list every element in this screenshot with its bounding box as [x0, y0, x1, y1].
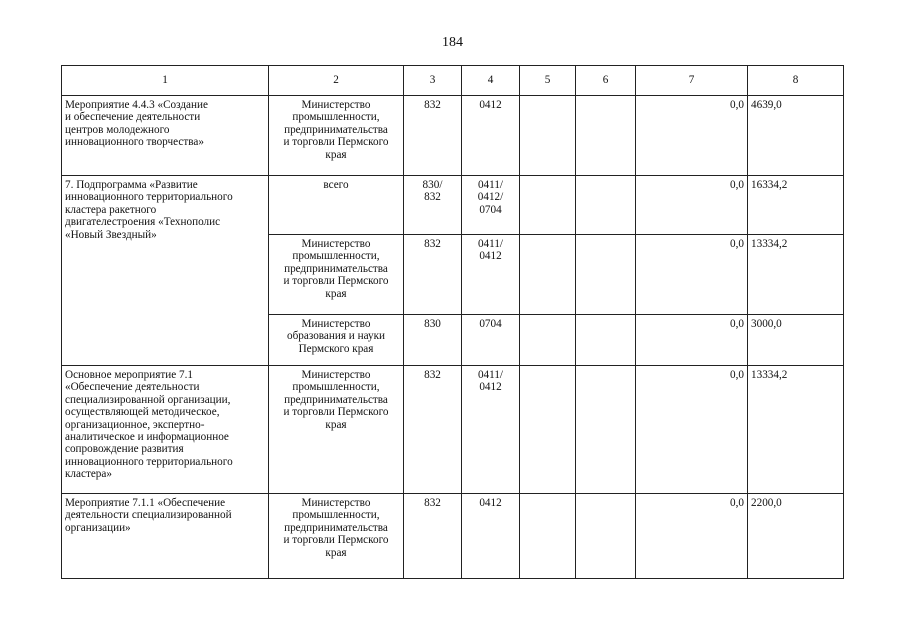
activity-text: организационное, экспертно-	[65, 418, 205, 431]
header-row	[62, 66, 844, 96]
agency-cell	[269, 176, 404, 235]
col5-cell	[520, 235, 576, 315]
agency-text: и торговли Пермского	[283, 275, 389, 288]
col5-cell	[520, 176, 576, 235]
col5-cell	[520, 96, 576, 176]
agency-text: предпринимательства	[284, 521, 388, 534]
col8-cell: 13334,2	[748, 366, 844, 494]
activity-text: осуществляющей методическое,	[65, 406, 220, 419]
col4-text: 0412	[479, 497, 502, 509]
agency-text: промышленности,	[292, 381, 380, 394]
agency-text: края	[325, 287, 347, 300]
activity-text: сопровождение развития	[65, 443, 184, 456]
col4-cell	[462, 235, 520, 315]
col4-cell	[462, 176, 520, 235]
col7-cell: 0,0	[636, 176, 748, 235]
agency-cell	[269, 366, 404, 494]
activity-text: инновационного территориального	[65, 455, 233, 468]
col6-cell	[576, 235, 636, 315]
activity-text: «Новый Звездный»	[65, 228, 157, 241]
col6-cell	[576, 494, 636, 579]
col8-cell: 16334,2	[748, 176, 844, 235]
header-cell: 7	[636, 66, 748, 96]
col4-cell	[462, 366, 520, 494]
col3-text: 832	[424, 497, 441, 509]
agency-text: промышленности,	[292, 509, 380, 522]
activity-text: инновационного территориального	[65, 191, 233, 204]
col5-cell	[520, 494, 576, 579]
activity-text: организации»	[65, 521, 131, 534]
activity-text: Мероприятие 4.4.3 «Создание	[65, 99, 208, 111]
agency-text: образования и науки	[287, 330, 385, 343]
activity-text: двигателестроения «Технополис	[65, 216, 221, 229]
activity-text: инновационного творчества»	[65, 136, 204, 149]
col7-cell: 0,0	[636, 315, 748, 366]
col4-text: 0411/	[477, 238, 504, 250]
col5-cell	[520, 366, 576, 494]
activity-text: аналитическое и информационное	[65, 431, 229, 444]
activity-text: кластера ракетного	[65, 203, 157, 216]
col4-text: 0704	[479, 318, 502, 330]
col4-text: 0411/	[477, 369, 504, 381]
col3-text: 832	[424, 99, 441, 111]
col8-cell: 4639,0	[748, 96, 844, 176]
agency-text: края	[325, 546, 347, 559]
header-cell: 3	[404, 66, 462, 96]
table-row	[62, 366, 844, 494]
activity-text: «Обеспечение деятельности	[65, 381, 200, 394]
activity-text: 7. Подпрограмма «Развитие	[65, 179, 198, 191]
col7-cell: 0,0	[636, 494, 748, 579]
col8-cell: 2200,0	[748, 494, 844, 579]
table-body	[62, 66, 844, 579]
col4-cell	[462, 494, 520, 579]
agency-text: промышленности,	[292, 250, 380, 263]
agency-cell	[269, 96, 404, 176]
agency-text: предпринимательства	[284, 123, 388, 136]
activity-text: Мероприятие 7.1.1 «Обеспечение	[65, 497, 226, 509]
header-cell: 6	[576, 66, 636, 96]
agency-text: Министерство	[301, 238, 371, 250]
agency-text: и торговли Пермского	[283, 534, 389, 547]
agency-text: Министерство	[301, 369, 371, 381]
col4-text: 0412	[479, 99, 502, 111]
col3-cell	[404, 235, 462, 315]
col4-cell	[462, 315, 520, 366]
header-cell: 8	[748, 66, 844, 96]
activity-cell	[62, 176, 269, 366]
col7-cell: 0,0	[636, 366, 748, 494]
col8-cell: 13334,2	[748, 235, 844, 315]
col3-text: 832	[424, 238, 441, 250]
activity-cell	[62, 494, 269, 579]
col6-cell	[576, 96, 636, 176]
col7-cell: 0,0	[636, 235, 748, 315]
activity-cell	[62, 366, 269, 494]
col4-text: 0704	[479, 203, 502, 216]
col3-cell	[404, 176, 462, 235]
agency-text: предпринимательства	[284, 262, 388, 275]
budget-table	[61, 65, 844, 579]
activity-text: центров молодежного	[65, 123, 170, 136]
col8-cell: 3000,0	[748, 315, 844, 366]
header-cell: 4	[462, 66, 520, 96]
page-number: 184	[442, 35, 463, 50]
activity-text: Основное мероприятие 7.1	[65, 369, 193, 381]
activity-text: специализированной организации,	[65, 393, 231, 406]
agency-cell	[269, 315, 404, 366]
agency-text: промышленности,	[292, 111, 380, 124]
activity-text: кластера»	[65, 468, 112, 481]
col3-text: 830	[424, 318, 441, 330]
agency-text: Министерство	[301, 318, 371, 330]
table-row	[62, 96, 844, 176]
table-row	[62, 176, 844, 235]
agency-text: Министерство	[301, 497, 371, 509]
col4-cell	[462, 96, 520, 176]
agency-text: всего	[323, 179, 349, 191]
col4-text: 0412/	[477, 191, 504, 204]
col3-text: 832	[424, 191, 441, 204]
col6-cell	[576, 176, 636, 235]
col4-text: 0412	[479, 381, 502, 394]
col3-cell	[404, 315, 462, 366]
col4-text: 0411/	[477, 179, 504, 191]
col6-cell	[576, 315, 636, 366]
agency-text: Министерство	[301, 99, 371, 111]
activity-text: деятельности специализированной	[65, 509, 232, 522]
activity-text: и обеспечение деятельности	[65, 111, 201, 124]
col3-text: 830/	[422, 179, 443, 191]
agency-text: Пермского края	[298, 342, 374, 355]
agency-cell	[269, 235, 404, 315]
agency-cell	[269, 494, 404, 579]
col7-cell: 0,0	[636, 96, 748, 176]
agency-text: края	[325, 418, 347, 431]
agency-text: края	[325, 148, 347, 161]
col5-cell	[520, 315, 576, 366]
activity-cell	[62, 96, 269, 176]
header-cell: 5	[520, 66, 576, 96]
col3-cell	[404, 96, 462, 176]
col3-cell	[404, 494, 462, 579]
col6-cell	[576, 366, 636, 494]
col4-text: 0412	[479, 250, 502, 263]
header-cell: 1	[62, 66, 269, 96]
table-row	[62, 494, 844, 579]
col3-cell	[404, 366, 462, 494]
agency-text: предпринимательства	[284, 393, 388, 406]
agency-text: и торговли Пермского	[283, 136, 389, 149]
header-cell: 2	[269, 66, 404, 96]
col3-text: 832	[424, 369, 441, 381]
agency-text: и торговли Пермского	[283, 406, 389, 419]
